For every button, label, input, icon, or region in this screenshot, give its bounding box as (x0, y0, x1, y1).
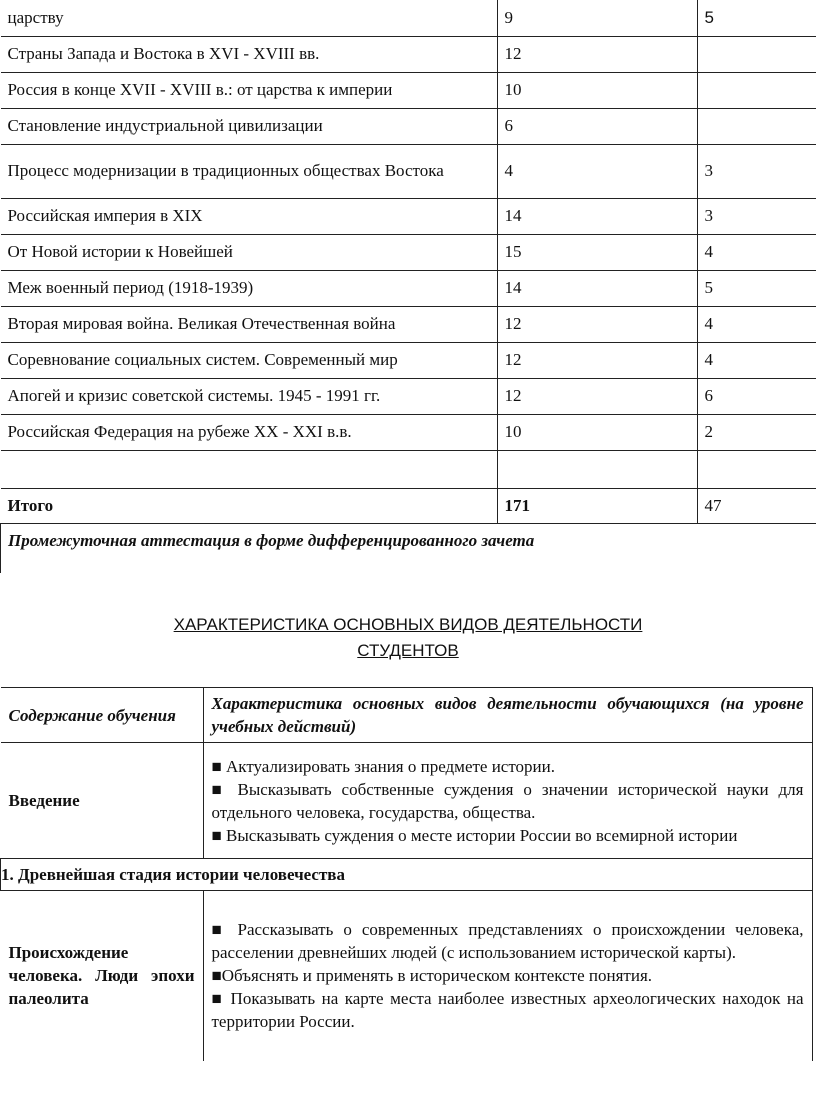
hours-row (1, 306, 816, 342)
origin-row (1, 891, 813, 1061)
intro-items (203, 743, 812, 859)
origin-item-2: ■Объяснять и применять в историческом контексте понятия. (211, 966, 653, 986)
row-hours: 12 (497, 306, 697, 342)
activities-header-row (1, 688, 813, 743)
row-extra: 4 (697, 342, 816, 378)
row-hours: 10 (497, 414, 697, 450)
origin-items (203, 891, 812, 1061)
hours-row (1, 342, 816, 378)
row-topic: Становление индустриальной цивилизации (1, 108, 498, 144)
row-topic: Процесс модернизации в традиционных обществах Востока (1, 144, 498, 198)
row-hours: 14 (497, 270, 697, 306)
total-row (1, 488, 816, 523)
row-hours: 9 (497, 0, 697, 36)
row-extra (697, 36, 816, 72)
row-hours: 12 (497, 378, 697, 414)
row-topic: царству (1, 0, 498, 36)
intro-item-1: ■ Актуализировать знания о предмете истории. (211, 756, 556, 776)
hours-row (1, 0, 816, 36)
section-heading-line2: СТУДЕНТОВ (357, 641, 459, 660)
section1-title: 1. Древнейшая стадия истории человечества (1, 859, 813, 891)
row-hours: 12 (497, 342, 697, 378)
row-hours: 4 (497, 144, 697, 198)
row-hours: 6 (497, 108, 697, 144)
row-extra: 5 (697, 0, 816, 36)
row-topic: Апогей и кризис советской системы. 1945 - 1991 гг. (1, 378, 498, 414)
hours-row (1, 144, 816, 198)
row-extra: 3 (697, 198, 816, 234)
row-topic: От Новой истории к Новейшей (1, 234, 498, 270)
hours-row (1, 378, 816, 414)
row-extra: 6 (697, 378, 816, 414)
section-heading-line1: ХАРАКТЕРИСТИКА ОСНОВНЫХ ВИДОВ ДЕЯТЕЛЬНОСТИ (173, 615, 643, 634)
row-topic: Российская Федерация на рубеже XX - XXI в.в. (1, 414, 498, 450)
row-extra: 2 (697, 414, 816, 450)
total-extra: 47 (697, 488, 816, 523)
row-extra: 3 (697, 144, 816, 198)
total-label: Итого (1, 488, 498, 523)
row-extra: 4 (697, 234, 816, 270)
hours-row (1, 414, 816, 450)
section1-row (1, 859, 813, 891)
row-topic: Российская империя в XIX (1, 198, 498, 234)
activities-table (0, 687, 813, 1061)
row-extra: 5 (697, 270, 816, 306)
row-hours (497, 450, 697, 488)
hours-row (1, 108, 816, 144)
origin-title: Происхождение человека. Люди эпохи палеолита (1, 891, 204, 1061)
hours-row (1, 72, 816, 108)
origin-item-1: ■ Рассказывать о современных представлениях о происхождении человека, расселении древнейших людей (с использованием исторической карты). (211, 920, 804, 963)
attestation-row (1, 523, 816, 573)
intro-item-3: ■ Высказывать суждения о месте истории России во всемирной истории (211, 825, 738, 845)
row-hours: 10 (497, 72, 697, 108)
origin-item-3: ■ Показывать на карте места наиболее известных археологических находок на территории России. (211, 989, 804, 1032)
total-hours: 171 (497, 488, 697, 523)
intro-item-2: ■ Высказывать собственные суждения о значении исторической науки для отдельного человека, государства, общества. (211, 779, 804, 822)
row-extra (697, 108, 816, 144)
hours-row (1, 270, 816, 306)
section-heading (0, 612, 816, 664)
row-topic: Страны Запада и Востока в XVI - XVIII вв. (1, 36, 498, 72)
row-extra (697, 72, 816, 108)
row-topic: Россия в конце XVII - XVIII в.: от царства к империи (1, 72, 498, 108)
hours-row (1, 234, 816, 270)
row-hours: 14 (497, 198, 697, 234)
row-topic: Вторая мировая война. Великая Отечественная война (1, 306, 498, 342)
header-characteristic: Характеристика основных видов деятельности обучающихся (на уровне учебных действий) (203, 688, 812, 743)
intro-row (1, 743, 813, 859)
row-extra: 4 (697, 306, 816, 342)
row-topic: Меж военный период (1918-1939) (1, 270, 498, 306)
header-content: Содержание обучения (1, 688, 204, 743)
hours-row (1, 198, 816, 234)
row-topic (1, 450, 498, 488)
intro-title: Введение (1, 743, 204, 859)
row-hours: 15 (497, 234, 697, 270)
hours-row (1, 36, 816, 72)
attestation-note: Промежуточная аттестация в форме дифференцированного зачета (1, 523, 816, 573)
row-hours: 12 (497, 36, 697, 72)
row-topic: Соревнование социальных систем. Современный мир (1, 342, 498, 378)
row-extra (697, 450, 816, 488)
hours-row (1, 450, 816, 488)
